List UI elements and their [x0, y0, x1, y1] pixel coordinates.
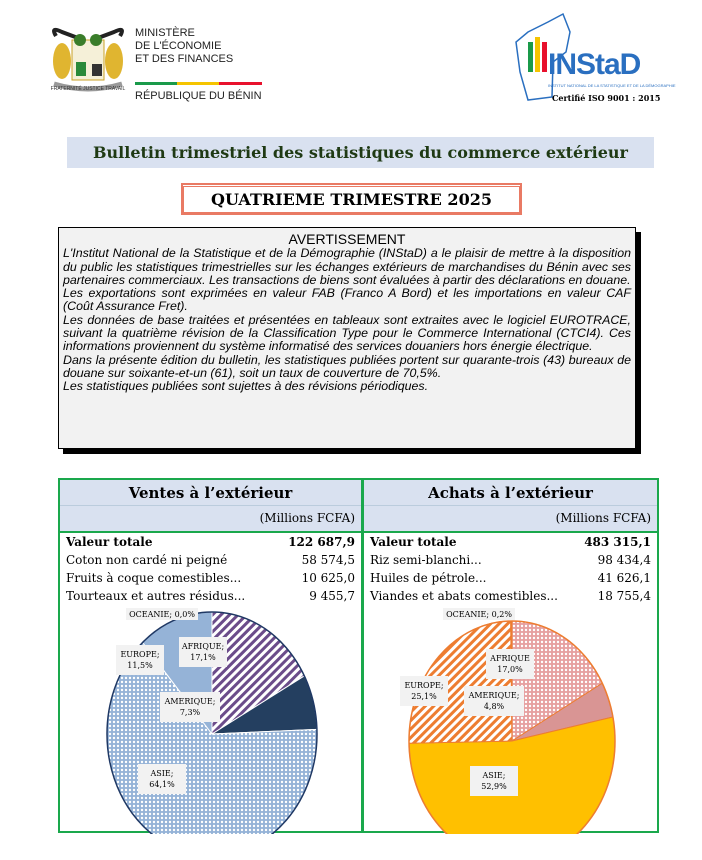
exports-unit: (Millions FCFA)	[60, 505, 361, 533]
product-value: 18 755,4	[597, 589, 651, 603]
table-row	[364, 587, 657, 605]
data-label-oceanie: OCEANIE; 0,2%	[446, 610, 512, 619]
warning-paragraph: Les exportations sont exprimées en valeur FAB (Franco A Bord) et les importations en valeur CAF (Coût Assurance Fret).	[63, 286, 631, 314]
product-label: Fruits à coque comestibles...	[66, 571, 242, 585]
table-row	[364, 569, 657, 587]
ministry-line: MINISTÈRE	[135, 27, 195, 39]
quarter-title: QUATRIEME TRIMESTRE 2025	[183, 186, 520, 213]
imports-pie-chart	[364, 604, 657, 834]
data-label-europe: EUROPE; 25,1%	[404, 681, 444, 701]
product-label: Valeur totale	[370, 535, 457, 549]
ministry-line: DE L'ÉCONOMIE	[135, 40, 222, 52]
product-label: Valeur totale	[66, 535, 153, 549]
bulletin-title: Bulletin trimestriel des statistiques du commerce extérieur	[67, 137, 654, 168]
product-value: 58 574,5	[301, 553, 355, 567]
product-value: 41 626,1	[597, 571, 651, 585]
exports-pie-chart	[60, 604, 361, 834]
data-label-amerique: AMERIQUE; 4,8%	[468, 691, 520, 711]
product-value: 98 434,4	[597, 553, 651, 567]
data-label-afrique: AFRIQUE; 17,1%	[181, 642, 225, 662]
exports-title: Ventes à l’extérieur	[60, 480, 361, 505]
exports-panel	[58, 478, 363, 833]
table-row	[60, 551, 361, 569]
data-label-asie: ASIE; 64,1%	[149, 769, 175, 789]
warning-heading: AVERTISSEMENT	[288, 231, 406, 247]
data-label-oceanie: OCEANIE; 0,0%	[129, 610, 195, 619]
table-row	[60, 533, 361, 551]
imports-title: Achats à l’extérieur	[364, 480, 657, 505]
product-value: 122 687,9	[288, 535, 355, 549]
table-row	[60, 569, 361, 587]
product-value: 10 625,0	[301, 571, 355, 585]
data-label-afrique: AFRIQUE 17,0%	[490, 654, 530, 674]
product-label: Tourteaux et autres résidus...	[66, 589, 246, 603]
instad-logo-text: INStaD	[548, 48, 641, 81]
product-value: 483 315,1	[584, 535, 651, 549]
product-label: Coton non cardé ni peigné	[66, 553, 228, 567]
instad-subtitle: INSTITUT NATIONAL DE LA STATISTIQUE ET DE LA DÉMOGRAPHIE	[548, 83, 676, 88]
table-row	[364, 551, 657, 569]
data-label-amerique: AMERIQUE; 7,3%	[164, 697, 216, 717]
flag-stripe	[135, 82, 262, 85]
coat-of-arms-motto: FRATERNITÉ JUSTICE TRAVAIL	[50, 86, 126, 92]
warning-paragraph: L'Institut National de la Statistique et de la Démographie (INStaD) a le plaisir de mettre à la disposition du public les statistiques trimestrielles sur les échanges extérieurs de marchandises du Bénin avec ses partenaires commerciaux. Les transactions de biens sont évaluées à partir des déclarations en douane.	[63, 246, 631, 287]
imports-panel	[362, 478, 659, 833]
data-label-europe: EUROPE; 11,5%	[120, 650, 160, 670]
ministry-name	[135, 27, 233, 66]
warning-box	[58, 227, 636, 449]
republic-name: RÉPUBLIQUE DU BÉNIN	[135, 90, 262, 102]
ministry-line: ET DES FINANCES	[135, 53, 234, 65]
imports-unit: (Millions FCFA)	[364, 505, 657, 533]
warning-paragraph: Les statistiques publiées sont sujettes à des révisions périodiques.	[63, 379, 429, 394]
warning-paragraph: Les données de base traitées et présentées en tableaux sont extraites avec le logiciel EUROTRACE, suivant la quatrième révision de la Classification Type pour le Commerce International (CTCI4). Ces informations proviennent du système informatisé des services douaniers hors énergie électrique.	[63, 312, 631, 354]
table-row	[364, 533, 657, 551]
product-label: Riz semi-blanchi...	[370, 553, 482, 567]
iso-certification: Certifié ISO 9001 : 2015	[552, 93, 661, 103]
product-label: Huiles de pétrole...	[370, 571, 487, 585]
data-label-asie: ASIE; 52,9%	[481, 771, 507, 791]
product-value: 9 455,7	[309, 589, 355, 603]
product-label: Viandes et abats comestibles...	[370, 589, 558, 603]
warning-paragraph: Dans la présente édition du bulletin, les statistiques publiées portent sur quarante-trois (43) bureaux de douane sur soixante-et-un (61), soit un taux de couverture de 70,5%.	[63, 352, 631, 380]
quarter-box	[181, 183, 522, 215]
table-row	[60, 587, 361, 605]
